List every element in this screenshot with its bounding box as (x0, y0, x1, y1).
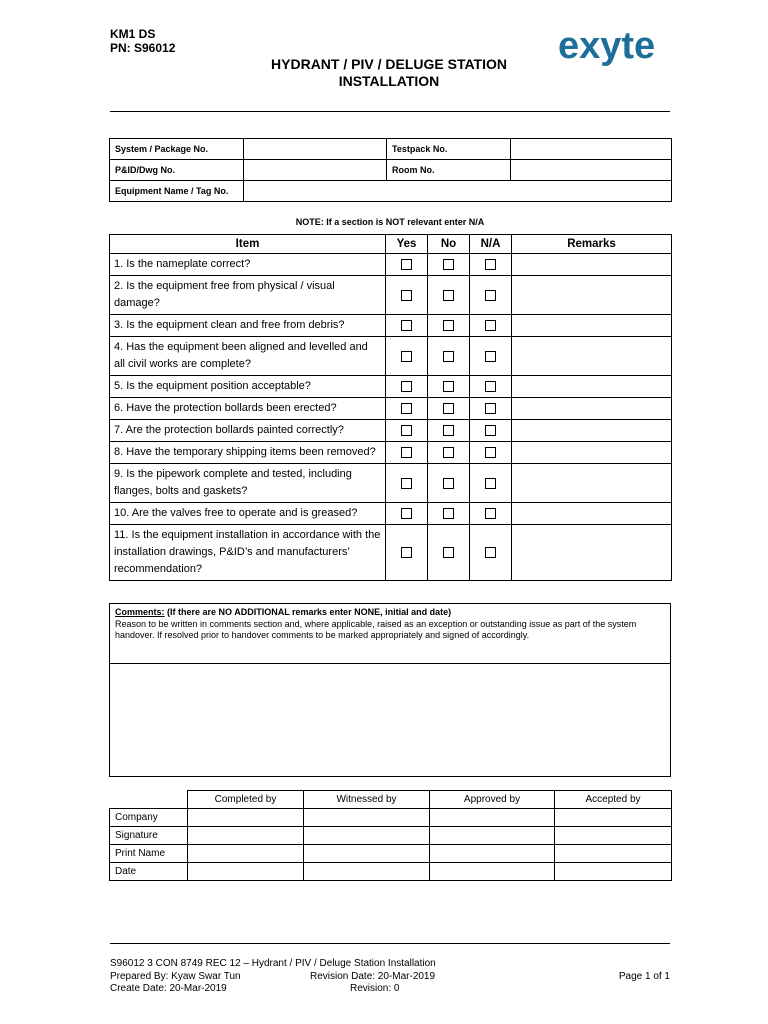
document-code (110, 27, 175, 55)
signoff-entry-cell[interactable] (188, 863, 304, 881)
checkbox-na[interactable] (485, 290, 496, 301)
system-value[interactable] (244, 139, 387, 160)
system-label: System / Package No. (110, 139, 244, 160)
checkbox-no[interactable] (443, 447, 454, 458)
checkbox-no[interactable] (443, 478, 454, 489)
comments-header (110, 604, 670, 664)
document-title (230, 56, 548, 90)
checkbox-na[interactable] (485, 547, 496, 558)
remarks-cell[interactable] (512, 276, 672, 315)
remarks-cell[interactable] (512, 503, 672, 525)
checkbox-na[interactable] (485, 259, 496, 270)
comments-title (115, 607, 665, 619)
signoff-entry-cell[interactable] (555, 827, 672, 845)
checkbox-no[interactable] (443, 547, 454, 558)
checkbox-cell-yes (386, 276, 428, 315)
checklist-row (110, 420, 672, 442)
signoff-column-header: Completed by (188, 791, 304, 809)
footer-doc-line: S96012 3 CON 8749 REC 12 – Hydrant / PIV / Deluge Station Installation (110, 958, 436, 969)
checklist-item-text: 2. Is the equipment free from physical / visual damage? (110, 276, 386, 315)
exyte-logo (556, 20, 674, 72)
checkbox-cell-na (470, 254, 512, 276)
signoff-entry-cell[interactable] (304, 827, 430, 845)
header-na: N/A (470, 235, 512, 254)
checkbox-yes[interactable] (401, 403, 412, 414)
checkbox-no[interactable] (443, 425, 454, 436)
checkbox-cell-no (428, 376, 470, 398)
remarks-cell[interactable] (512, 464, 672, 503)
checklist-row (110, 315, 672, 337)
remarks-cell[interactable] (512, 398, 672, 420)
checkbox-cell-na (470, 276, 512, 315)
signoff-entry-cell[interactable] (555, 809, 672, 827)
checkbox-cell-no (428, 254, 470, 276)
checklist-item-text: 9. Is the pipework complete and tested, including flanges, bolts and gaskets? (110, 464, 386, 503)
checkbox-cell-na (470, 525, 512, 581)
checklist-item-text: 1. Is the nameplate correct? (110, 254, 386, 276)
footer-revision: Revision: 0 (350, 983, 400, 994)
checklist-row (110, 337, 672, 376)
remarks-cell[interactable] (512, 442, 672, 464)
signoff-entry-cell[interactable] (188, 809, 304, 827)
header-yes: Yes (386, 235, 428, 254)
checkbox-na[interactable] (485, 381, 496, 392)
checkbox-yes[interactable] (401, 290, 412, 301)
checklist-item-text: 4. Has the equipment been aligned and levelled and all civil works are complete? (110, 337, 386, 376)
signoff-entry-cell[interactable] (555, 863, 672, 881)
checkbox-yes[interactable] (401, 425, 412, 436)
info-table (109, 138, 672, 202)
checkbox-na[interactable] (485, 351, 496, 362)
signoff-column-header: Witnessed by (304, 791, 430, 809)
equipment-value[interactable] (244, 181, 672, 202)
title-line1: HYDRANT / PIV / DELUGE STATION (271, 56, 507, 72)
checkbox-cell-yes (386, 442, 428, 464)
signoff-entry-cell[interactable] (430, 827, 555, 845)
equipment-label: Equipment Name / Tag No. (110, 181, 244, 202)
checkbox-no[interactable] (443, 381, 454, 392)
document-code-line2: PN: S96012 (110, 41, 176, 55)
checkbox-cell-no (428, 276, 470, 315)
signoff-row-label: Signature (110, 827, 188, 845)
title-line2: INSTALLATION (338, 73, 440, 89)
checkbox-cell-no (428, 464, 470, 503)
remarks-cell[interactable] (512, 376, 672, 398)
checklist-item-text: 6. Have the protection bollards been erected? (110, 398, 386, 420)
checkbox-cell-yes (386, 315, 428, 337)
signoff-row (110, 827, 672, 845)
signoff-entry-cell[interactable] (304, 809, 430, 827)
checkbox-na[interactable] (485, 447, 496, 458)
signoff-entry-cell[interactable] (430, 809, 555, 827)
checkbox-cell-na (470, 376, 512, 398)
checklist-item-text: 10. Are the valves free to operate and is greased? (110, 503, 386, 525)
checkbox-cell-yes (386, 254, 428, 276)
checklist-row (110, 442, 672, 464)
checklist-item-text: 8. Have the temporary shipping items been removed? (110, 442, 386, 464)
checkbox-cell-yes (386, 337, 428, 376)
remarks-cell[interactable] (512, 525, 672, 581)
checkbox-yes[interactable] (401, 508, 412, 519)
signoff-column-header: Approved by (430, 791, 555, 809)
room-value[interactable] (511, 160, 672, 181)
signoff-entry-cell[interactable] (304, 845, 430, 863)
checklist-row (110, 254, 672, 276)
footer-page-number: Page 1 of 1 (618, 970, 670, 982)
checkbox-na[interactable] (485, 478, 496, 489)
checkbox-no[interactable] (443, 403, 454, 414)
checkbox-cell-yes (386, 420, 428, 442)
checklist-row (110, 525, 672, 581)
header-remarks: Remarks (512, 235, 672, 254)
remarks-cell[interactable] (512, 337, 672, 376)
checkbox-cell-no (428, 315, 470, 337)
checklist-row (110, 503, 672, 525)
signoff-column-header: Accepted by (555, 791, 672, 809)
checkbox-cell-na (470, 420, 512, 442)
checkbox-cell-na (470, 398, 512, 420)
document-code-line1: KM1 DS (110, 27, 156, 41)
checkbox-yes[interactable] (401, 478, 412, 489)
header-item: Item (110, 235, 386, 254)
checkbox-yes[interactable] (401, 447, 412, 458)
checkbox-cell-yes (386, 376, 428, 398)
checkbox-no[interactable] (443, 508, 454, 519)
signoff-row (110, 809, 672, 827)
checkbox-cell-no (428, 420, 470, 442)
checkbox-cell-na (470, 503, 512, 525)
signoff-entry-cell[interactable] (555, 845, 672, 863)
signoff-table (109, 790, 672, 881)
remarks-cell[interactable] (512, 420, 672, 442)
footer-revision-date: Revision Date: 20-Mar-2019 (310, 970, 436, 982)
signoff-corner (110, 791, 188, 809)
checkbox-cell-na (470, 337, 512, 376)
footer (110, 958, 670, 996)
header-no: No (428, 235, 470, 254)
checklist-table (109, 234, 672, 581)
checklist-item-text: 5. Is the equipment position acceptable? (110, 376, 386, 398)
note-text: NOTE: If a section is NOT relevant enter N/A (295, 217, 485, 227)
checklist-row (110, 376, 672, 398)
footer-create-date: Create Date: 20-Mar-2019 (110, 983, 227, 994)
comments-title-label: Comments: (115, 607, 165, 617)
checkbox-yes[interactable] (401, 259, 412, 270)
checkbox-cell-no (428, 398, 470, 420)
checkbox-cell-na (470, 315, 512, 337)
checkbox-yes[interactable] (401, 381, 412, 392)
signoff-entry-cell[interactable] (188, 845, 304, 863)
remarks-cell[interactable] (512, 315, 672, 337)
signoff-entry-cell[interactable] (430, 863, 555, 881)
checkbox-no[interactable] (443, 320, 454, 331)
checkbox-cell-yes (386, 464, 428, 503)
checkbox-cell-yes (386, 503, 428, 525)
checkbox-no[interactable] (443, 290, 454, 301)
comments-instructions: Reason to be written in comments section and, where applicable, raised as an exception or outstanding issue as part of the system handover. If resolved prior to handover comments to be marked appropriately and signed of accordingly. (115, 618, 637, 640)
checklist-item-text: 11. Is the equipment installation in accordance with the installation drawings, P&ID’s and manufacturers’ recommendation? (110, 525, 386, 581)
comments-box (109, 603, 671, 777)
checkbox-cell-na (470, 442, 512, 464)
checklist-row (110, 464, 672, 503)
checklist-row (110, 276, 672, 315)
logo-text: exyte (558, 25, 656, 67)
checkbox-yes[interactable] (401, 351, 412, 362)
checkbox-no[interactable] (443, 259, 454, 270)
signoff-entry-cell[interactable] (188, 827, 304, 845)
signoff-row-label: Print Name (110, 845, 188, 863)
signoff-row-label: Date (110, 863, 188, 881)
testpack-label: Testpack No. (387, 139, 511, 160)
room-label: Room No. (387, 160, 511, 181)
remarks-cell[interactable] (512, 254, 672, 276)
comments-entry-area[interactable] (110, 664, 670, 776)
checkbox-cell-no (428, 503, 470, 525)
checklist-item-text: 3. Is the equipment clean and free from debris? (110, 315, 386, 337)
checkbox-cell-no (428, 337, 470, 376)
pid-value[interactable] (244, 160, 387, 181)
testpack-value[interactable] (511, 139, 672, 160)
checkbox-na[interactable] (485, 508, 496, 519)
checkbox-yes[interactable] (401, 547, 412, 558)
checkbox-cell-no (428, 525, 470, 581)
checkbox-yes[interactable] (401, 320, 412, 331)
signoff-entry-cell[interactable] (430, 845, 555, 863)
checkbox-na[interactable] (485, 425, 496, 436)
checkbox-cell-yes (386, 525, 428, 581)
comments-title-instruction: (If there are NO ADDITIONAL remarks enter NONE, initial and date) (164, 607, 452, 617)
pid-label: P&ID/Dwg No. (110, 160, 244, 181)
signoff-row-label: Company (110, 809, 188, 827)
header-divider (110, 111, 670, 112)
footer-divider (110, 943, 670, 944)
checkbox-na[interactable] (485, 320, 496, 331)
checkbox-cell-no (428, 442, 470, 464)
signoff-entry-cell[interactable] (304, 863, 430, 881)
checkbox-cell-yes (386, 398, 428, 420)
checklist-item-text: 7. Are the protection bollards painted correctly? (110, 420, 386, 442)
signoff-row (110, 863, 672, 881)
checkbox-no[interactable] (443, 351, 454, 362)
checklist-row (110, 398, 672, 420)
checkbox-na[interactable] (485, 403, 496, 414)
checkbox-cell-na (470, 464, 512, 503)
signoff-row (110, 845, 672, 863)
footer-prepared-by: Prepared By: Kyaw Swar Tun (110, 970, 241, 982)
